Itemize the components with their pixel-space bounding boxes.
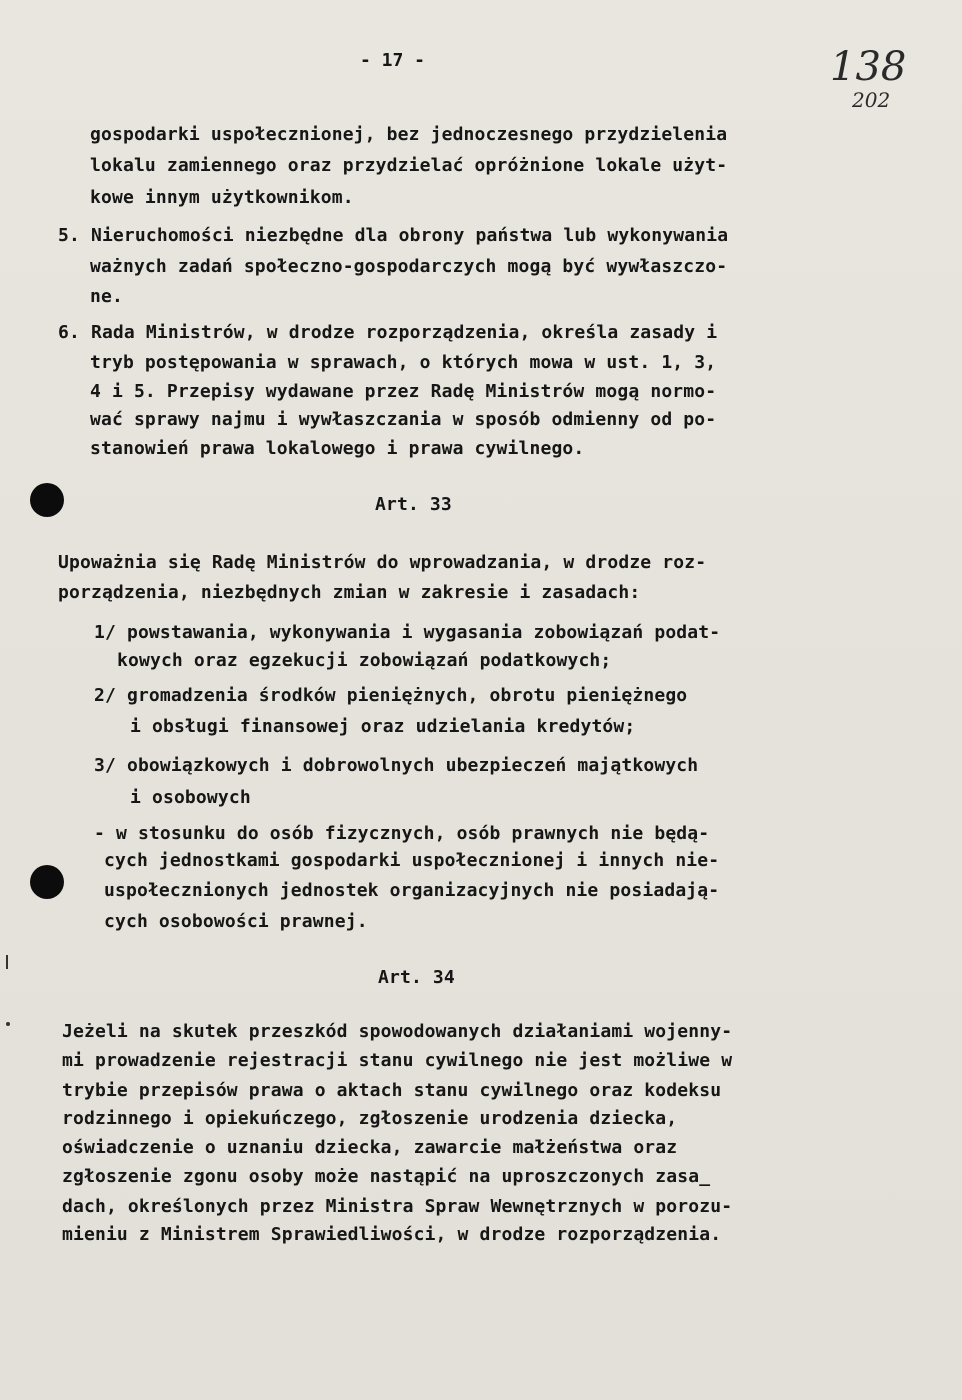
margin-mark: [6, 1022, 10, 1026]
art34-line-7: dach, określonych przez Ministra Spraw Wewnętrznych w porozu-: [62, 1196, 733, 1217]
margin-mark: [6, 955, 8, 969]
art34-line-2: mi prowadzenie rejestracji stanu cywilnego nie jest możliwe w: [62, 1050, 733, 1071]
art34-line-5: oświadczenie o uznaniu dziecka, zawarcie małżeństwa oraz: [62, 1137, 678, 1158]
art33-closing-line-4: cych osobowości prawnej.: [104, 911, 368, 932]
handwritten-subfolio-number: 202: [852, 88, 891, 112]
art34-line-8: mieniu z Ministrem Sprawiedliwości, w drodze rozporządzenia.: [62, 1224, 722, 1245]
art33-item-1-line-1: 1/ powstawania, wykonywania i wygasania zobowiązań podat-: [94, 622, 721, 643]
p4-line-1: gospodarki uspołecznionej, bez jednoczesnego przydzielenia: [90, 124, 728, 145]
p5-line-1: 5. Nieruchomości niezbędne dla obrony państwa lub wykonywania: [58, 225, 729, 246]
p4-line-2: lokalu zamiennego oraz przydzielać opróżnione lokale użyt-: [90, 155, 728, 176]
p6-line-3: 4 i 5. Przepisy wydawane przez Radę Ministrów mogą normo-: [90, 381, 717, 402]
art33-item-2-line-2: i obsługi finansowej oraz udzielania kredytów;: [130, 716, 636, 737]
art34-line-1: Jeżeli na skutek przeszkód spowodowanych działaniami wojenny-: [62, 1021, 733, 1042]
art34-line-3: trybie przepisów prawa o aktach stanu cywilnego oraz kodeksu: [62, 1080, 722, 1101]
art33-item-2-line-1: 2/ gromadzenia środków pieniężnych, obrotu pieniężnego: [94, 685, 688, 706]
art33-intro-line-2: porządzenia, niezbędnych zmian w zakresie i zasadach:: [58, 582, 641, 603]
p4-line-3: kowe innym użytkownikom.: [90, 187, 354, 208]
punch-hole-top: [30, 483, 64, 517]
art33-item-3-line-2: i osobowych: [130, 787, 251, 808]
p5-line-3: ne.: [90, 286, 123, 307]
page-number: - 17 -: [360, 50, 426, 71]
art33-heading: Art. 33: [375, 494, 452, 515]
p6-line-1: 6. Rada Ministrów, w drodze rozporządzenia, określa zasady i: [58, 322, 718, 343]
art33-closing-line-2: cych jednostkami gospodarki uspołecznionej i innych nie-: [104, 850, 720, 871]
p6-line-5: stanowień prawa lokalowego i prawa cywilnego.: [90, 438, 585, 459]
art33-item-3-line-1: 3/ obowiązkowych i dobrowolnych ubezpieczeń majątkowych: [94, 755, 699, 776]
art34-line-6: zgłoszenie zgonu osoby może nastąpić na uproszczonych zasa_: [62, 1166, 711, 1187]
art34-line-4: rodzinnego i opiekuńczego, zgłoszenie urodzenia dziecka,: [62, 1108, 678, 1129]
art33-intro-line-1: Upoważnia się Radę Ministrów do wprowadzania, w drodze roz-: [58, 552, 707, 573]
p6-line-2: tryb postępowania w sprawach, o których mowa w ust. 1, 3,: [90, 352, 717, 373]
handwritten-folio-number: 138: [830, 44, 907, 90]
art34-heading: Art. 34: [378, 967, 455, 988]
art33-closing-line-1: - w stosunku do osób fizycznych, osób prawnych nie będą-: [94, 823, 710, 844]
p5-line-2: ważnych zadań społeczno-gospodarczych mogą być wywłaszczo-: [90, 256, 728, 277]
p6-line-4: wać sprawy najmu i wywłaszczania w sposób odmienny od po-: [90, 409, 717, 430]
art33-closing-line-3: uspołecznionych jednostek organizacyjnych nie posiadają-: [104, 880, 720, 901]
art33-item-1-line-2: kowych oraz egzekucji zobowiązań podatkowych;: [117, 650, 612, 671]
punch-hole-bottom: [30, 865, 64, 899]
